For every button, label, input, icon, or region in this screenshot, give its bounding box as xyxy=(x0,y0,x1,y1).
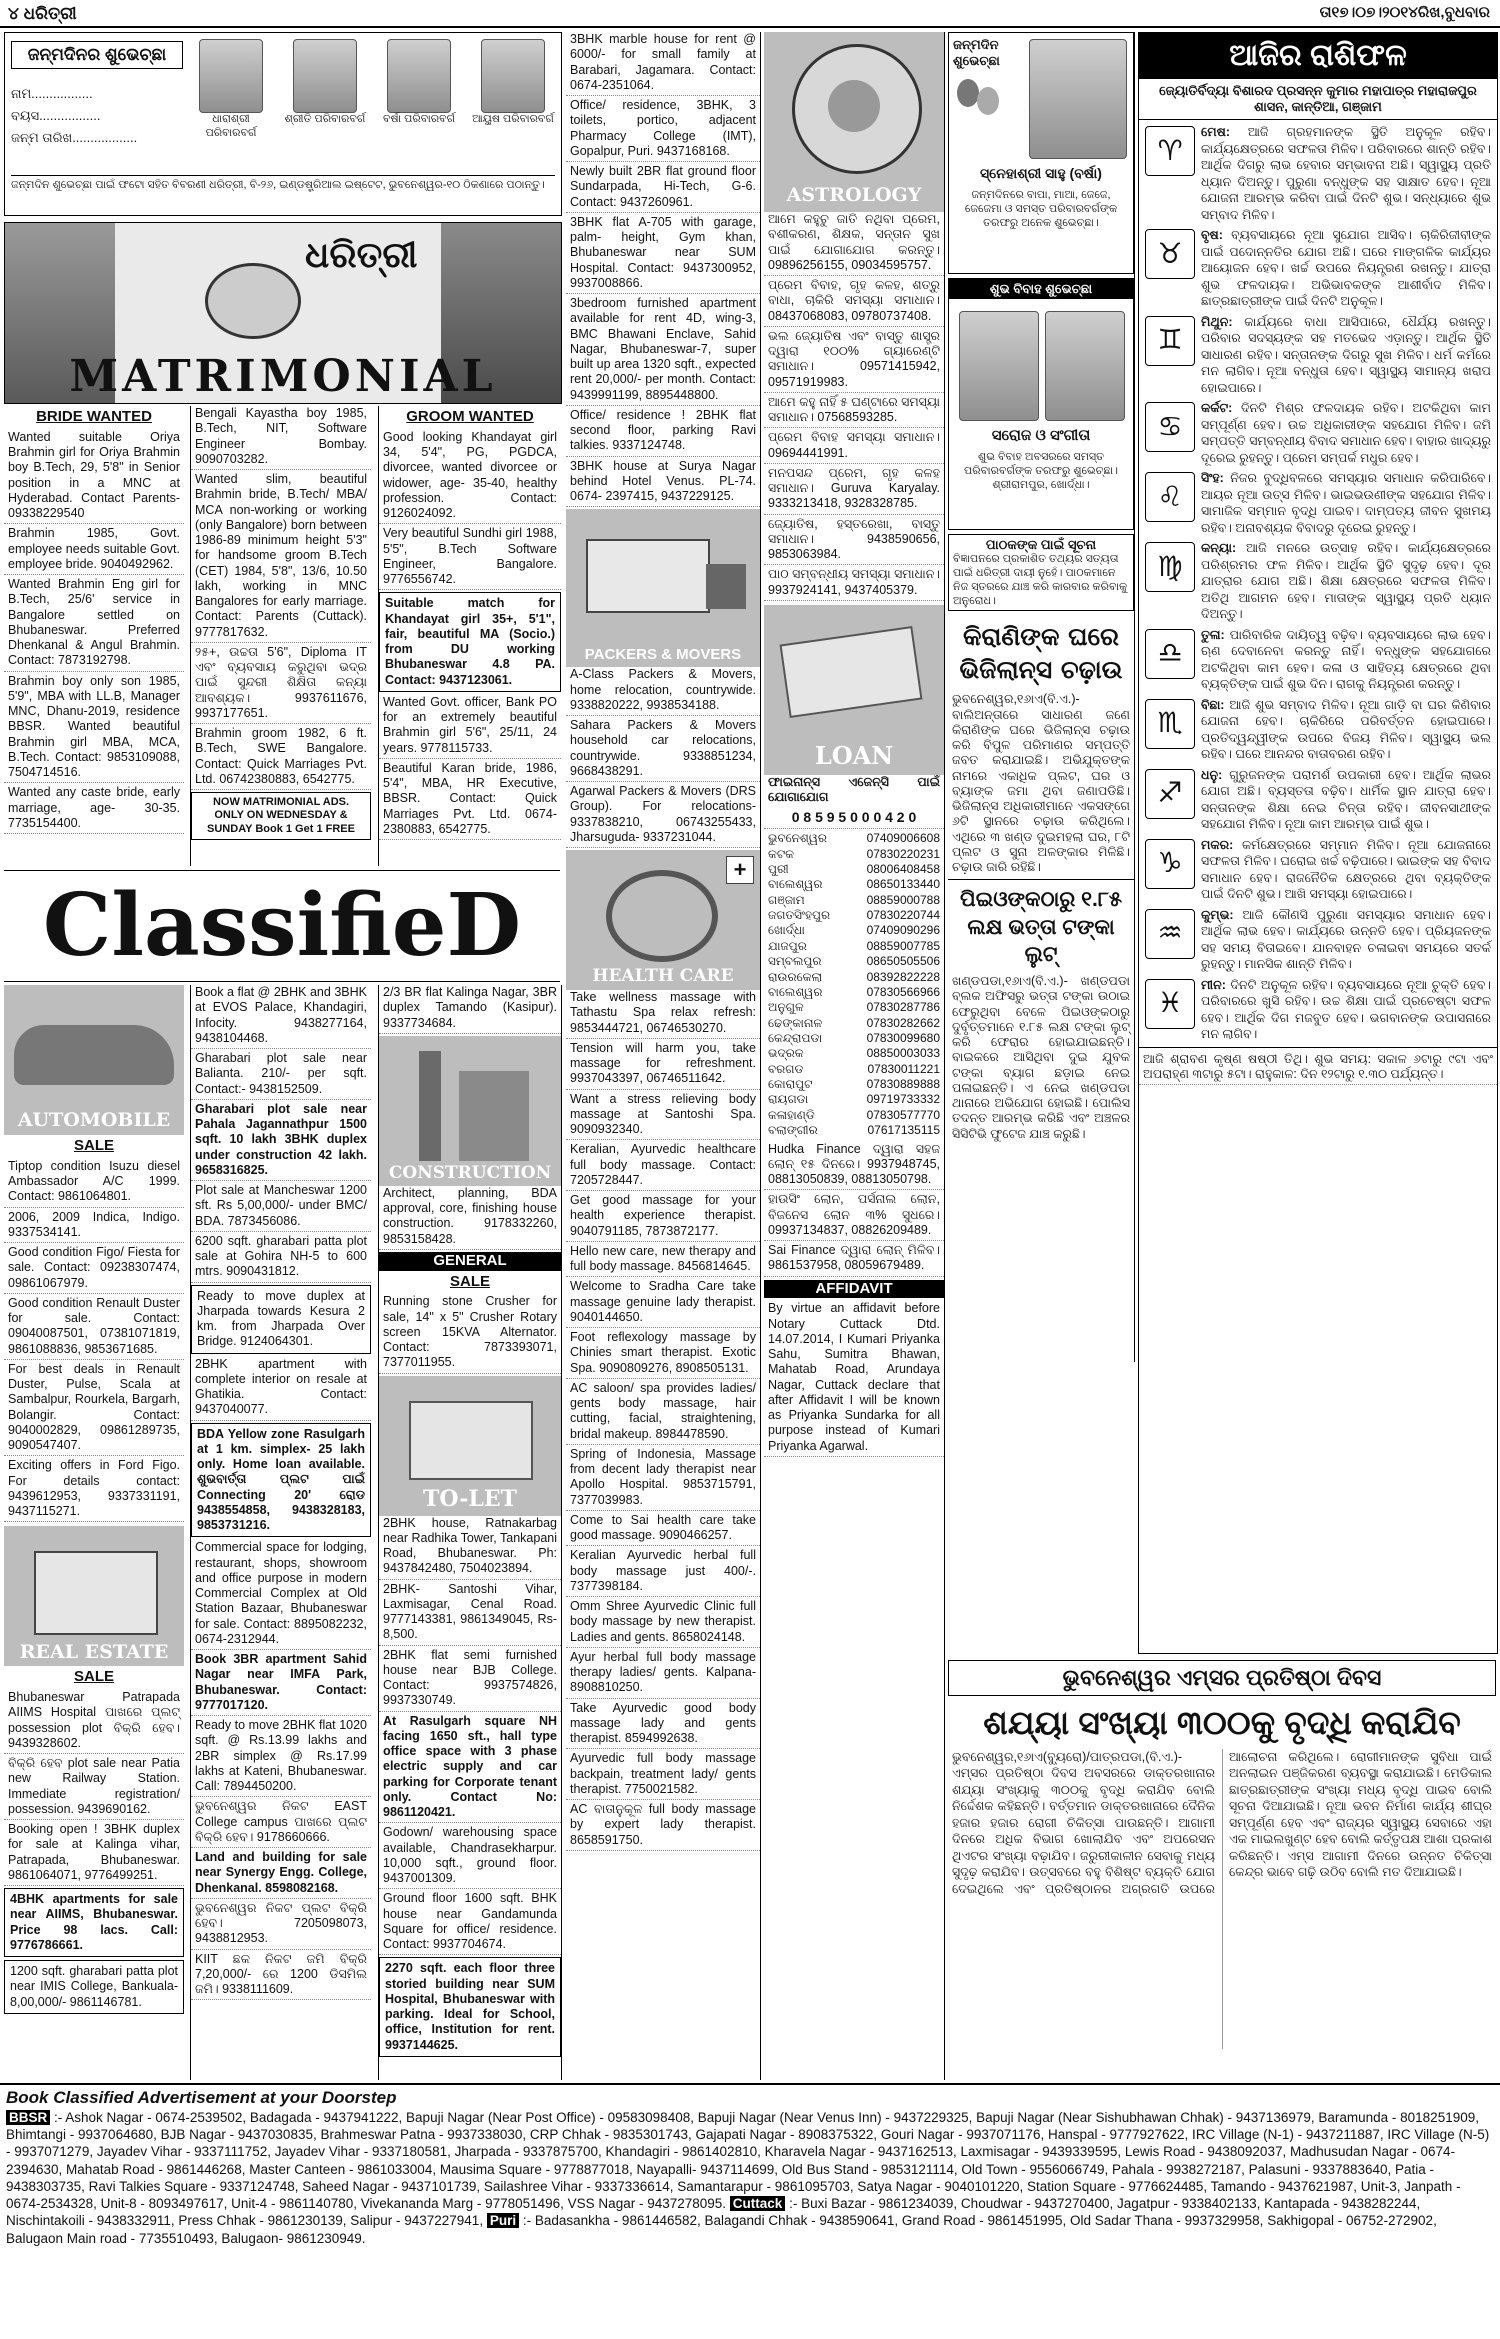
rent-packers-health-column xyxy=(566,32,761,2080)
astrology-label: ASTROLOGY xyxy=(786,184,922,207)
birthday-greeting-name: ସ୍ନେହାଶ୍ରୀ ସାହୁ (ବର୍ଷା) xyxy=(980,165,1102,181)
zodiac-sign-icon: ♏ xyxy=(1145,699,1195,749)
loan-district-name: ଗଞ୍ଜାମ xyxy=(768,892,805,907)
horoscope-entry xyxy=(1139,837,1497,903)
loan-district-phone: 08859000788 xyxy=(866,892,940,907)
loan-district-phone: 07830577770 xyxy=(866,1107,940,1122)
birthday-greeting-title: ଜନ୍ମଦିନ ଶୁଭେଚ୍ଛା xyxy=(953,37,1000,69)
health-care-image: + HEALTH CARE xyxy=(566,850,760,990)
page-header xyxy=(0,0,1500,28)
classified-ad: ଆମେ କହୁ ନାହିଁ ୫ ଘଣ୍ଟାରେ ସମସ୍ୟା ସମାଧାନ। 07568593285. xyxy=(764,395,944,429)
loan-district-phone: 08859007785 xyxy=(866,938,940,953)
horoscope-text: କର୍ମକ୍ଷେତ୍ରରେ ସମ୍ମାନ ମିଳିବ। ନୂଆ ଯୋଜନାରେ ସଫଳତା ମିଳିବ। ଘରୋଇ ଖର୍ଚ୍ଚ ବଢ଼ିପାରେ। ଭାଇଙ୍କ ସହ ବିବାଦ ସମାଧାନ ହେବ। ରାଜନୈତିକ କ୍ଷେତ୍ରରେ ଥିବା ବ୍ୟକ୍ତିଙ୍କ ପାଇଁ ଦିନଟି ଶୁଭ। ଆଖି ସମସ୍ୟା ହୋଇପାରେ। xyxy=(1201,837,1491,901)
classified-ad: KIIT ଛକ ନିକଟ ଜମି ବିକ୍ରି 7,20,000/- ରେ 1200 ଡିସମିଲ ଜମି। 9338111609. xyxy=(191,1952,371,2001)
classified-ad: Take wellness massage with Tathastu Spa relax refresh: 9853444721, 06746530270. xyxy=(566,990,760,1039)
child-photo xyxy=(481,39,545,113)
page-date: ତା୧୭।୦୭।୨୦୧୪ରିଖ,ବୁଧବାର xyxy=(1319,4,1490,21)
zodiac-sign-name: ମକର: xyxy=(1201,837,1234,852)
horoscope-text: କାର୍ଯ୍ୟରେ ବାଧା ଆସିପାରେ, ଧୈର୍ଯ୍ୟ ରଖନ୍ତୁ। ପରିବାର ସଦସ୍ୟଙ୍କ ସହ ମତଭେଦ ଏଡ଼ାନ୍ତୁ। ଆର୍ଥିକ ସ୍ଥିତି ସାଧାରଣ ରହିବ। ସନ୍ତାନଙ୍କ ଦିଗରୁ ସୁଖ ମିଳିବ। ଧର୍ମ କର୍ମରେ ମନ ଲାଗିବ। ନୂଆ ବନ୍ଧୁତା ହେବ। ସ୍ୱାସ୍ଥ୍ୟ ସାମାନ୍ୟ ଖରାପ ହୋଇପାରେ। xyxy=(1201,314,1491,395)
classified-ad: Come to Sai health care take good massage. 9090466257. xyxy=(566,1513,760,1547)
loan-district-name: ଢେଙ୍କାନାଳ xyxy=(768,1015,823,1030)
classified-ad: 2BHK- Santoshi Vihar, Laxmisagar, Cenal Road. 9777143381, 9861349045, Rs-8,500. xyxy=(379,1582,561,1646)
classified-ad: ଭୁବନେଶ୍ୱର ନିକଟ EAST College campus ପାଖରେ ପ୍ଲଟ ବିକ୍ରି ହେବ। 9178660666. xyxy=(191,1799,371,1848)
loan-district-row xyxy=(768,1031,940,1046)
zodiac-sign-name: ସିଂହ: xyxy=(1201,471,1224,485)
wedding-greeting-box xyxy=(948,278,1134,530)
loan-district-row xyxy=(768,1000,940,1015)
horoscope-text: ନିଜର ବୁଦ୍ଧିବଳରେ ସମସ୍ୟାର ସମାଧାନ କରିପାରିବେ। ଆୟର ନୂଆ ଉତ୍ସ ମିଳିବ। ଭାଇଭଉଣୀଙ୍କ ସହଯୋଗ ମିଳିବ। ସାମାଜିକ ସମ୍ମାନ ବୃଦ୍ଧି ପାଇବ। ଦାମ୍ପତ୍ୟ ଜୀବନ ସୁଖମୟ ରହିବ। ଅନାବଶ୍ୟକ ବିବାଦରୁ ଦୂରେଇ ରୁହନ୍ତୁ। xyxy=(1201,471,1491,535)
loan-district-row xyxy=(768,831,940,846)
zodiac-sign-icon: ♊ xyxy=(1145,316,1195,366)
classified-ad: Ready to move 2BHK flat 1020 sqft. @ Rs.13.99 lakhs and 2BR simplex @ Rs.17.99 lakhs at Kateni, Bhubaneswar. Call: 7894450200. xyxy=(191,1718,371,1797)
automobile-image xyxy=(4,985,184,1135)
loan-district-row xyxy=(768,847,940,862)
loan-district-phone: 07830011221 xyxy=(867,1061,940,1076)
loan-district-row xyxy=(768,939,940,954)
loan-district-list xyxy=(764,831,944,1138)
birthday-greeting-text: ଜନ୍ମଦିନରେ ବାପା, ମାଆ, ଜେଜେ, ଜେଜେମା ଓ ସମସ୍ତ ପରିବାରବର୍ଗଙ୍କ ତରଫରୁ ଅନେକ ଶୁଭେଚ୍ଛା। xyxy=(964,189,1118,229)
affidavit-text: By virtue an affidavit before Notary Cuttack Dtd. 14.07.2014, I Kumari Priyanka Sahu, Sumitra Bhawan, Mahatab Road, Arundaya Nagar, Cuttack declare that after Affidavit I will be known as Priyanka Sundarka for all purpose instead of Kumari Priyanka Agarwal. xyxy=(764,1301,944,1457)
classified-ad: Commercial space for lodging, restaurant, shops, showroom and office purpose in modern Commercial Complex at Old Station Bazaar, Bhubaneswar for sale. Contact: 8895082232, 0674-2312944. xyxy=(191,1540,371,1650)
astrology-loan-column xyxy=(764,32,945,2080)
classified-ad: AC ବାତାନୁକୂଳ full body massage by expert lady therapist. 8658591750. xyxy=(566,1802,760,1851)
vigilance-headline: କିରାଣିଙ୍କ ଘରେ ଭିଜିଲାନ୍ସ ଚଢ଼ାଉ xyxy=(959,622,1123,684)
horoscope-entry xyxy=(1139,314,1497,397)
loan-district-row xyxy=(768,1046,940,1061)
construction-image xyxy=(379,1036,561,1186)
classified-ad: ବିକ୍ରି ହେବ plot sale near Patia new Railway Station. Immediate registration/ possession. 9439690162. xyxy=(4,1756,184,1820)
astrology-image xyxy=(764,32,944,212)
zodiac-sign-name: ବିଛା: xyxy=(1201,697,1225,712)
classified-ad: Exciting offers in Ford Figo. For details contact: 9439612953, 9337331191, 9437115271. xyxy=(4,1458,184,1522)
horoscope-title: ଆଜିର ରାଶିଫଳ xyxy=(1139,33,1497,79)
loan-district-row xyxy=(768,923,940,938)
classified-ad: Very beautiful Sundhi girl 1988, 5'5", B.Tech Software Engineer, Bangalore. 9776556742. xyxy=(379,526,561,590)
loan-district-row xyxy=(768,1077,940,1092)
zodiac-sign-name: ବୃଷ: xyxy=(1201,228,1223,242)
loan-district-phone: 08850003033 xyxy=(866,1046,940,1061)
classified-ad: Good condition Renault Duster for sale. Contact: 09040087501, 07381071819, 9861088836, 9853671685. xyxy=(4,1296,184,1360)
zodiac-sign-name: ମିଥୁନ: xyxy=(1201,314,1233,329)
loan-district-name: ଭୁବନେଶ୍ୱର xyxy=(768,831,827,846)
loan-district-row xyxy=(768,908,940,923)
zodiac-sign-icon: ♓ xyxy=(1145,979,1195,1029)
loan-district-name: କୋରାପୁଟ xyxy=(768,1077,813,1092)
reader-notice-box xyxy=(948,534,1134,611)
horoscope-entry xyxy=(1139,227,1497,310)
horoscope-entry xyxy=(1139,400,1497,466)
birthday-title: ଜନ୍ମଦିନର ଶୁଭେଚ୍ଛା xyxy=(11,41,183,69)
classified-ad: Welcome to Sradha Care take massage genuine lady therapist. 9040144650. xyxy=(566,1279,760,1328)
classified-ad: ଭଲ ଜ୍ୟୋତିଷ ଏବଂ ବାସ୍ତୁ ଶାସ୍ତ୍ର ଦ୍ୱାରା ୧୦୦% ଗ୍ୟାରେଣ୍ଟି ସମାଧାନ। 09571415942, 09571919983. xyxy=(764,329,944,393)
loan-district-row xyxy=(768,954,940,969)
wedding-greeting-text: ଶୁଭ ବିବାହ ଅବସରରେ ସମସ୍ତ ପରିବାରବର୍ଗଙ୍କ ତରଫରୁ ଶୁଭେଚ୍ଛା। ଶ୍ରୀରାମପୁର, ଖୋର୍ଦ୍ଧା। xyxy=(964,451,1118,491)
horoscope-section xyxy=(1138,32,1498,1654)
classified-ad: Booking open ! 3BHK duplex for sale at Kalinga vihar, Patrapada, Bhubaneswar. 9861064071, 9776499251. xyxy=(4,1822,184,1886)
classified-ad: ଜ୍ୟୋତିଷ, ହସ୍ତରେଖା, ବାସ୍ତୁ ସମାଧାନ। 9438590656, 9853063984. xyxy=(764,517,944,566)
footer-title: Book Classified Advertisement at your Doorstep xyxy=(6,2088,397,2107)
classified-ad: AC saloon/ spa provides ladies/ gents body massage, hair cutting, facial, straightening, bridal makeup. 8984478590. xyxy=(566,1381,760,1445)
horoscope-text: ଆଜି ଗ୍ରହମାନଙ୍କ ସ୍ଥିତି ଅନୁକୂଳ ରହିବ। କାର୍ଯ୍ୟକ୍ଷେତ୍ରରେ ସଫଳତା ମିଳିବ। ପରିବାରରେ ଶାନ୍ତି ରହିବ। ଆର୍ଥିକ ଦିଗରୁ ଲାଭ ହେବାର ସମ୍ଭାବନା ଅଛି। ସ୍ୱାସ୍ଥ୍ୟ ପ୍ରତି ଧ୍ୟାନ ଦିଅନ୍ତୁ। ପୁରୁଣା ବନ୍ଧୁଙ୍କ ସହ ସାକ୍ଷାତ ହେବ। ନୂଆ ଯୋଜନା ଆରମ୍ଭ କରିବା ପାଇଁ ଦିନଟି ଶୁଭ। ସନ୍ଧ୍ୟାରେ ଶୁଭ ସମ୍ବାଦ ମିଳିବ। xyxy=(1201,125,1491,222)
classified-ad: Office/ residence, 3BHK, 3 toilets, portico, adjacent Pharmacy College (IMT), Gopalpur, Puri. 9437168168. xyxy=(566,98,760,162)
footer-cuttack-list: :- Buxi Bazar - 9861234039, Choudwar - 9437270400, Jagatpur - 9338402133, Kantapada - 9438282244, Nischintakoili - 9438332911, Press Chhak - 9861230139, Salipur - 9437227941, xyxy=(6,2196,1421,2229)
wedding-greeting-title: ଶୁଭ ବିବାହ ଶୁଭେଚ୍ଛା xyxy=(949,279,1133,299)
classified-ad: ୨୫+, ଉଚ୍ଚତା 5'6", Diploma IT ଏବଂ ବ୍ୟବସାୟ କରୁଥିବା ଭଦ୍ର ପାଇଁ ସୁନ୍ଦରୀ ଶିକ୍ଷିତା କନ୍ୟା ଆବଶ୍ୟକ। 9937611676, 9937177651. xyxy=(191,645,371,724)
zodiac-sign-icon: ♐ xyxy=(1145,769,1195,819)
aiims-headline: ଶଯ୍ୟା ସଂଖ୍ୟା ୩୦୦କୁ ବୃଦ୍ଧି କରାଯିବ xyxy=(983,1703,1461,1741)
loan-district-row xyxy=(768,970,940,985)
zodiac-sign-icon: ♈ xyxy=(1145,126,1195,176)
loan-district-name: ଯାଜପୁର xyxy=(768,938,807,953)
zodiac-sign-name: ଧନୁ: xyxy=(1201,767,1223,782)
loan-helpline-number: 0 8 5 9 5 0 0 0 4 2 0 xyxy=(764,809,944,829)
classified-ad: Bengali Kayastha boy 1985, B.Tech, NIT, Software Engineer Bombay. 9090703282. xyxy=(191,406,371,470)
automobile-label: AUTOMOBILE xyxy=(17,1109,171,1132)
groom-wanted-column xyxy=(378,406,561,866)
construction-label: CONSTRUCTION xyxy=(388,1162,552,1183)
child-caption: ଆୟୁଷ ପରିବାରବର୍ଗ xyxy=(472,113,554,125)
footer-city-tag: Cuttack xyxy=(730,2196,786,2211)
birthday-field-age: ବୟସ................. xyxy=(11,108,101,123)
horoscope-entry xyxy=(1139,627,1497,693)
classified-ad: Office/ residence ! 2BHK flat second floor, parking Ravi talkies. 9337124748. xyxy=(566,408,760,457)
loan-district-row xyxy=(768,1016,940,1031)
zodiac-sign-name: କୁମ୍ଭ: xyxy=(1201,907,1234,922)
loan-district-row xyxy=(768,1062,940,1077)
classified-ad: For best deals in Renault Duster, Pulse, Scala at Sambalpur, Rourkela, Bargarh, Bolangir. Contact: 9040002829, 09861289735, 9090547407. xyxy=(4,1362,184,1457)
loan-district-phone: 07830220744 xyxy=(866,908,940,923)
zodiac-sign-icon: ♎ xyxy=(1145,629,1195,679)
reader-notice-title: ପାଠକଙ୍କ ପାଇଁ ସୂଚନା xyxy=(985,537,1097,552)
classified-ad: Ground floor 1600 sqft. BHK house near Gandamunda Square for office/ residence. Contact: 9937704674. xyxy=(379,1891,561,1955)
health-care-label: HEALTH CARE xyxy=(592,965,734,986)
loan-district-name: ବାଲେଶ୍ୱର xyxy=(768,877,823,892)
affidavit-heading: AFFIDAVIT xyxy=(764,1280,944,1299)
loan-district-name: ସମ୍ବଲପୁର xyxy=(768,954,822,969)
tolet-image xyxy=(379,1376,561,1516)
classified-ad: At Rasulgarh square NH facing 1650 sft., hall type office space with 3 phase electric supply and car parking for Corporate tenant only. Contact No: 9861120421. xyxy=(379,1714,561,1824)
loan-district-name: ବାଲେଶ୍ୱର xyxy=(768,984,823,999)
classified-ad: Tiptop condition Isuzu diesel Ambassador A/C 1999. Contact: 9861064801. xyxy=(4,1159,184,1208)
bride-wanted-heading: BRIDE WANTED xyxy=(36,408,152,425)
real-estate-image xyxy=(4,1526,184,1666)
classified-ad: Gharabari plot sale near Pahala Jagannathpur 1500 sqft. 10 lakh 3BHK duplex under construction 42 lakh. 9658316825. xyxy=(191,1102,371,1181)
classified-ad: A-Class Packers & Movers, home relocation, countrywide. 9338820222, 9938534188. xyxy=(566,667,760,716)
footer-bbsr-list: :- Ashok Nagar - 0674-2539502, Badagada - 9437941222, Bapuji Nagar (Near Post Office) - 09583098408, Bapuji Nagar (Near Venus Inn) - 9437229325, Bapuji Nagar (Near Sishubhawan Chhak) - 9437136979, Baramunda - 8018251909, Bhimtangi - 9937064680, BJB Nagar - 9437030835, Brahmeswar Patna - 9937338030, CRP Chhak - 9835301743, Gajapati Nagar - 8908375322, Gouri Nagar - 9937071176, Hanspal - 9777927622, IRC Village (N-1) - 9437211887, IRC Village (N-5) - 9937071279, Jayadev Vihar - 9337111752, Jayadev Vihar - 9337180581, Jharpada - 9337875700, Khandagiri - 9861402810, Kharavela Nagar - 9437162513, Laxmisagar - 9439339595, Lewis Road - 9438092037, Madhusudan Nagar - 0674-2394630, Mahatab Road - 9861446268, Master Canteen - 9861033004, Mausima Square - 9778877018, Nayapalli- 9437114699, Old Bus Stand - 9853121114, Old Town - 9556066749, Pahala - 9938272187, Palasuni - 9337883640, Patia - 9438303735, Ravi Talkies Square - 9337124748, Saheed Nagar - 9437101739, Sailashree Vihar - 9337336614, Samantarapur - 9861095703, Satya Nagar - 9040101220, Station Square - 9776624485, Tamando - 9437621987, Unit-3, Janpath - 0674-2534328, Unit-8 - 8093497617, Unit-4 - 9861140780, Vivekananda Marg - 9778051496, VSS Nagar - 9437278095. xyxy=(6,2109,1490,2212)
classified-ad: Land and building for sale near Synergy Engg. College, Dhenkanal. 8598082168. xyxy=(191,1850,371,1899)
loan-district-name: ଜଗତସିଂହପୁର xyxy=(768,908,831,923)
loan-district-row xyxy=(768,893,940,908)
classified-ad: Hudka Finance ଦ୍ୱାରା ସହଜ ଲୋନ୍ ୧୫ ଦିନରେ। 9937948745, 08813050839, 08813050798. xyxy=(764,1142,944,1191)
classified-ad: 3BHK marble house for rent @ 6000/- for small family at Barabari, Jagamara. Contact: 0674-2351064. xyxy=(566,32,760,96)
classified-ad: ପ୍ରେମ ବିବାହ, ଗୃହ କଳହ, ଶତ୍ରୁ ବାଧା, ଚାକିରି ସମସ୍ୟା ସମାଧାନ। 08437068083, 09780737408. xyxy=(764,278,944,327)
classified-ad: Brahmin groom 1982, 6 ft. B.Tech, SWE Bangalore. Contact: Quick Marriages Pvt. Ltd. 06742380883, 6542775. xyxy=(191,726,371,790)
horoscope-text: ଆଜି ମନରେ ଉତ୍ସାହ ରହିବ। କାର୍ଯ୍ୟକ୍ଷେତ୍ରରେ ପରିଶ୍ରମର ଫଳ ମିଳିବ। ଆର୍ଥିକ ସ୍ଥିତି ସୁଦୃଢ଼ ହେବ। ଦୂର ଯାତ୍ରାର ଯୋଗ ଅଛି। ଶିକ୍ଷା କ୍ଷେତ୍ରରେ ସଫଳତା ମିଳିବ। ଅତିଥି ଆଗମନ ହେବ। ମାତାଙ୍କ ସ୍ୱାସ୍ଥ୍ୟ ପ୍ରତି ଧ୍ୟାନ ଦିଅନ୍ତୁ। xyxy=(1201,541,1491,621)
horoscope-text: ଆଜି ଶୁଭ ସମ୍ବାଦ ମିଳିବ। ନୂଆ ଗାଡ଼ି ବା ଘର କିଣିବାର ଯୋଜନା ହେବ। ଚାକିରିରେ ପରିବର୍ତ୍ତନ ହୋଇପାରେ। ପ୍ରତିଦ୍ୱନ୍ଦ୍ୱୀଙ୍କ ଉପରେ ବିଜୟ ମିଳିବ। ସ୍ୱାସ୍ଥ୍ୟ ଭଲ ରହିବ। ଘରେ ଆନନ୍ଦର ବାତାବରଣ ରହିବ। xyxy=(1201,697,1491,761)
classified-ad: 3BHK flat A-705 with garage, palm- height, Gym khan, Bhubaneswar near SUM Hospital. Contact: 9437300952, 9937008866. xyxy=(566,215,760,294)
loan-district-name: ପୁରୀ xyxy=(768,862,789,877)
automobile-realestate-column xyxy=(4,985,184,2080)
zodiac-sign-icon: ♉ xyxy=(1145,229,1195,279)
classified-ad: Godown/ warehousing space available, Chandrasekharpur. 10,000 sqft., ground floor. 9437001309. xyxy=(379,1825,561,1889)
horoscope-entry xyxy=(1139,767,1497,833)
horoscope-entry xyxy=(1139,124,1497,223)
page-number-masthead: ୪ ଧରିତ୍ରୀ xyxy=(8,4,77,23)
classified-ad-boxed: Ready to move duplex at Jharpada towards Kesura 2 km. from Jharpada Over Bridge. 9124064301. xyxy=(191,1285,371,1354)
child-photo xyxy=(199,39,263,113)
horoscope-byline: ଜ୍ୟୋତିର୍ବିଦ୍ୟା ବିଶାରଦ ପ୍ରସନ୍ନ କୁମାର ମହାପାତ୍ର ମହାରାଜପୁର ଶାସନ, କାନ୍ତିଆ, ଗଞ୍ଜାମ xyxy=(1139,79,1497,121)
horoscope-text: ଆଜି କୌଣସି ପୁରୁଣା ସମସ୍ୟାର ସମାଧାନ ହେବ। ଆର୍ଥିକ ଲାଭ ହେବ। କାର୍ଯ୍ୟରେ ଉନ୍ନତି ହେବ। ପ୍ରିୟଜନଙ୍କ ସହ ସମୟ ବିତାଇବେ। ଯାନବାହନ ଚଳାଇବା ସମୟରେ ସତର୍କ ରୁହନ୍ତୁ। ମାନସିକ ଶାନ୍ତି ମିଳିବ। xyxy=(1201,907,1491,971)
classified-ad: Sahara Packers & Movers household car relocations, countrywide. 9338851234, 9668438291. xyxy=(566,718,760,782)
vigilance-article: ଭୁବନେଶ୍ୱର,୧୬ାଏ(ବି.ଏ.)- ବାଲିଅନ୍ତାରେ ସାଧାରଣ ଜଣେ କିରାଣିଙ୍କ ଘରେ ଭିଜିଲାନ୍ସ ଚଢ଼ାଉ କରି ବିପୁଳ ପରିମାଣର ସମ୍ପତ୍ତି ଜବତ କରାଯାଇଛି। ଅଭିଯୁକ୍ତଙ୍କ ନାମରେ ଏକାଧିକ ପ୍ଲଟ, ଘର ଓ ବ୍ୟାଙ୍କ ଜମା ଥିବା ଜଣାପଡିଛି। ଭିଜିଲାନ୍ସ ଅଧିକାରୀମାନେ ଏକସଙ୍ଗେ ୬ଟି ସ୍ଥାନରେ ଚଢ଼ାଉ କରିଥିଲେ। ଏଥିରେ ୩ ଖଣ୍ଡ ଦୁଇମହଲା ଘର, ୮ଟି ପ୍ଲଟ ଓ ସୁନା ଅଳଙ୍କାର ମିଳିଛି। ଚଢ଼ାଉ ଜାରି ରହିଛି। xyxy=(952,692,1130,874)
classified-ad: 3bedroom furnished apartment available for rent 4D, wing-3, BMC Bhawani Enclave, Sahid Nagar, Bhubaneswar-7, super built up area 1320 sqft., expected rent 20,000/- per month. Contact: 9439991199, 8895448800. xyxy=(566,296,760,406)
zodiac-sign-name: କନ୍ୟା: xyxy=(1201,541,1237,555)
greetings-news-column xyxy=(948,32,1135,1362)
classified-ad: Book a flat @ 2BHK and 3BHK at EVOS Palace, Khandagiri, Infocity. 9438277164, 9438104468. xyxy=(191,985,371,1049)
footer-puri-list: :- Badasankha - 9861446582, Balagandi Chhak - 9438590641, Grand Road - 9861451995, Old Sadar Thana - 9937329958, Sakhigopal - 06752-272902, Balugaon Main road - 7735510493, Balugaon- 9861230949. xyxy=(6,2213,1437,2246)
tolet-label: TO-LET xyxy=(422,1486,518,1512)
real-estate-sale-heading: SALE xyxy=(73,1668,114,1686)
classified-ad: Architect, planning, BDA approval, core, finishing house construction. 9178332260, 9853158428. xyxy=(379,1186,561,1250)
birthday-box xyxy=(4,32,562,216)
loan-district-name: କଟକ xyxy=(768,846,795,861)
loan-district-phone: 07617135115 xyxy=(867,1123,940,1138)
horoscope-text: ଦିନଟି ଅନୁକୂଳ ରହିବ। ବ୍ୟବସାୟରେ ନୂଆ ଚୁକ୍ତି ହେବ। ପରିବାରରେ ଖୁସି ରହିବ। ଉଚ୍ଚ ଶିକ୍ଷା ପାଇଁ ପ୍ରଚେଷ୍ଟା ସଫଳ ହେବ। ଆର୍ଥିକ ଦିଗ ମଜବୁତ ହେବ। ଭଗବାନଙ୍କ ଉପାସନାରେ ମନ ଲାଗିବ। xyxy=(1201,977,1491,1041)
zodiac-sign-name: ମେଷ: xyxy=(1201,125,1231,139)
child-caption: ଶ୍ରୀତି ପରିବାରବର୍ଗ xyxy=(284,113,366,125)
loan-district-phone: 07409090296 xyxy=(866,923,940,938)
horoscope-entry xyxy=(1139,697,1497,763)
zodiac-sign-icon: ♑ xyxy=(1145,839,1195,889)
horoscope-entry xyxy=(1139,907,1497,973)
classified-ad: Wanted Govt. officer, Bank PO for an extremely beautiful Brahmin girl 5'6", 25/11, 24 years. 9778115733. xyxy=(379,695,561,759)
zodiac-sign-name: ତୁଳା: xyxy=(1201,627,1225,642)
bride-wanted-column-2 xyxy=(190,406,371,866)
groom-photo xyxy=(959,311,1039,421)
classified-ad: Keralian Ayurvedic herbal full body massage just 400/-. 7377398184. xyxy=(566,1548,760,1597)
balloons-icon xyxy=(957,79,1007,149)
classified-ad-boxed: 1200 sqft. gharabari patta plot near IMIS College, Bankuala- 8,00,000/- 9861146781. xyxy=(4,1960,184,2014)
classified-ad: Omm Shree Ayurvedic Clinic full body massage by new therapist. Ladies and gents. 8658024148. xyxy=(566,1599,760,1648)
loan-image xyxy=(764,605,944,775)
loan-district-row xyxy=(768,1108,940,1123)
aiims-article xyxy=(948,1660,1496,2080)
classified-ad: Wanted any caste bride, early marriage, age- 30-35. 7735154400. xyxy=(4,785,184,834)
loan-district-name: ଭଦ୍ରକ xyxy=(768,1046,804,1061)
loan-district-phone: 07830287786 xyxy=(866,1000,940,1015)
classified-ad-boxed: 2270 sqft. each floor three storied building near SUM Hospital, Bhubaneswar with parking. Ideal for School, office, Institution for rent. 9937144625. xyxy=(379,1957,561,2057)
loan-district-phone: 08006408458 xyxy=(866,862,940,877)
zodiac-sign-icon: ♋ xyxy=(1145,402,1195,452)
classified-ad: Sai Finance ଦ୍ୱାରା ଲୋନ୍ ମିଳିବ। 9861537958, 08059679489. xyxy=(764,1243,944,1277)
bride-photo xyxy=(1045,311,1125,421)
classified-ad: Good condition Figo/ Fiesta for sale. Contact: 09238307474, 09861067979. xyxy=(4,1245,184,1294)
classified-booking-footer xyxy=(0,2083,1500,2328)
horoscope-text: ଗୁରୁଜନଙ୍କ ପରାମର୍ଶ ଉପକାରୀ ହେବ। ଆର୍ଥିକ ଲାଭର ଯୋଗ ଅଛି। ବ୍ୟସ୍ତତା ବଢ଼ିବ। ଧାର୍ମିକ ସ୍ଥାନ ଯାତ୍ରା ହେବ। ସନ୍ତାନଙ୍କ ଶିକ୍ଷା ନେଇ ଚିନ୍ତା ରହିବ। ଜୀବନସାଥୀଙ୍କ ସହଯୋଗ ମିଳିବ। ନୂଆ କାମ ଆରମ୍ଭ ପାଇଁ ଶୁଭ। xyxy=(1201,767,1491,831)
general-heading: GENERAL xyxy=(379,1252,561,1271)
classified-ad: Newly built 2BR flat ground floor Sundarpada, Hi-Tech, G-6. Contact: 9437260961. xyxy=(566,164,760,213)
zodiac-sign-name: ମୀନ: xyxy=(1201,977,1226,992)
classified-ad: 2/3 BR flat Kalinga Nagar, 3BR duplex Tamando (Kasipur). 9337734684. xyxy=(379,985,561,1034)
loot-article: ଖଣ୍ଡପଡା,୧୬ାଏ(ବି.ଏ.)- ଖଣ୍ଡପଡା ବ୍ଲକ ଅଫିସରୁ ଭତ୍ତା ଟଙ୍କା ଉଠାଇ ଫେରୁଥିବା ବେଳେ ପିଇଓଙ୍କଠାରୁ ଦୁର୍ବୃତ୍ତମାନେ ୧.୮୫ ଲକ୍ଷ ଟଙ୍କା ଲୁଟ୍ କରି ଫେରାର ହୋଇଯାଇଛନ୍ତି। ବାଇକରେ ଆସିଥିବା ଦୁଇ ଯୁବକ ଟଙ୍କା ବ୍ୟାଗ ଛଡ଼ାଇ ନେଇ ପଳାଇଛନ୍ତି। ଏ ନେଇ ଖଣ୍ଡପଡା ଥାନାରେ ଅଭିଯୋଗ ହୋଇଛି। ପୋଲିସ ତଦନ୍ତ ଆରମ୍ଭ କରିଛି ଏବଂ ଅଞ୍ଚଳର ସିସିଟିଭି ଫୁଟେଜ ଯାଞ୍ଚ କରୁଛି। xyxy=(952,974,1130,1141)
packers-movers-label: PACKERS & MOVERS xyxy=(584,645,742,663)
loan-district-phone: 07830889888 xyxy=(866,1077,940,1092)
classified-ad: Agarwal Packers & Movers (DRS Group). For relocations- 9337838210, 06743255433, Jharsuguda- 9337231044. xyxy=(566,784,760,848)
loan-district-name: ବରଗଡ xyxy=(768,1061,804,1076)
loan-district-name: ଖୋର୍ଦ୍ଧା xyxy=(768,923,805,938)
child-caption: ଧାରାଶ୍ରୀ ପରିବାରବର୍ଗ xyxy=(205,113,257,139)
automobile-sale-heading: SALE xyxy=(73,1137,114,1154)
zodiac-sign-icon: ♍ xyxy=(1145,542,1195,592)
loan-district-phone: 08392822228 xyxy=(866,969,940,984)
classified-ad: Wanted Brahmin Eng girl for B.Tech, 25/6' service in Bangalore settled on Bhubaneswar. Preferred Dhenkanal & Angul Brahmin. Contact: 7873192798. xyxy=(4,577,184,672)
classified-ad: Wanted suitable Oriya Brahmin girl for Oriya Brahmin boy B.Tech, 29, 5'8" in Senior position in a MNC at Hyderabad. Contact Parents-09338229540 xyxy=(4,430,184,525)
classified-ad: Bhubaneswar Patrapada AIIMS Hospital ପାଖରେ ପ୍ଲଟ୍ possession plot ବିକ୍ରି ହେବ। 9439328602. xyxy=(4,1690,184,1754)
horoscope-entry xyxy=(1139,470,1497,536)
classified-ad: Brahmin boy only son 1985, 5'9", MBA with LL.B, Manager MNC, Dhanu-2019, residence BBSR. Wanted beautiful Brahmin girl MBA, MCA, B.Tech. Contact: 9853109088, 7504714516. xyxy=(4,674,184,784)
horoscope-text: ପାରିବାରିକ ଦାୟିତ୍ୱ ବଢ଼ିବ। ବ୍ୟବସାୟରେ ଲାଭ ହେବ। ଋଣ ଦେବାନେବା କରନ୍ତୁ ନାହିଁ। ବନ୍ଧୁଙ୍କ ସହଯୋଗରେ ଅଟକିଥିବା କାମ ହେବ। କଳା ଓ ସାହିତ୍ୟ କ୍ଷେତ୍ରରେ ଥିବା ବ୍ୟକ୍ତିଙ୍କ ପାଇଁ ଶୁଭ ଦିନ। ରାଗକୁ ନିୟନ୍ତ୍ରଣ କରନ୍ତୁ। xyxy=(1201,627,1491,691)
birthday-note: ଜନ୍ମଦିନ ଶୁଭେଚ୍ଛା ପାଇଁ ଫଟୋ ସହିତ ବିବରଣୀ ଧରିତ୍ରୀ, ବି-୨୬, ଇଣ୍ଡଷ୍ଟ୍ରିଆଲ ଇଷ୍ଟେଟ, ଭୁବନେଶ୍ୱର-୧୦ ଠିକଣାରେ ପଠାନ୍ତୁ। xyxy=(11,175,555,193)
aiims-article-body: ଭୁବନେଶ୍ୱର,୧୬ାଏ(ବ୍ୟୁରୋ)/ପାତ୍ରପଡା,(ବି.ଏ.)- ଏମ୍ସର ପ୍ରତିଷ୍ଠା ଦିବସ ଅବସରରେ ଡାକ୍ତରଖାନାର ଶଯ୍ୟା ସଂଖ୍ୟାକୁ ୩୦୦କୁ ବୃଦ୍ଧି କରାଯିବ ବୋଲି ନିର୍ଦ୍ଦେଶକ କହିଛନ୍ତି। ବର୍ତ୍ତମାନ ଡାକ୍ତରଖାନାରେ ଦୈନିକ ହଜାର ହଜାର ରୋଗୀ ଚିକିତ୍ସା ପାଉଛନ୍ତି। ଆଗାମୀ ଦିନରେ ଅଧିକ ବିଭାଗ ଖୋଲାଯିବ ଏବଂ ଅପରେସନ ଥିଏଟର ସଂଖ୍ୟା ବଢ଼ାଯିବ। ଜରୁରୀକାଳୀନ ସେବାକୁ ମଧ୍ୟ ସୁଦୃଢ଼ କରାଯିବ। ଉତ୍ସବରେ ବହୁ ବିଶିଷ୍ଟ ବ୍ୟକ୍ତି ଯୋଗ ଦେଇଥିଲେ ଏବଂ ପ୍ରତିଷ୍ଠାନର ଅଗ୍ରଗତି ଉପରେ ଆଲୋଚନା କରିଥିଲେ। ରୋଗୀମାନଙ୍କ ସୁବିଧା ପାଇଁ ଅନଲାଇନ ପଞ୍ଜିକରଣ ବ୍ୟବସ୍ଥା କରାଯାଇଛି। ମେଡିକାଲ ଛାତ୍ରଛାତ୍ରୀଙ୍କ ସଂଖ୍ୟା ମଧ୍ୟ ବୃଦ୍ଧି ପାଇବ ବୋଲି ସୂଚନା ଦିଆଯାଇଛି। ନୂଆ ଭବନ ନିର୍ମାଣ କାର୍ଯ୍ୟ ଶୀଘ୍ର ସମ୍ପୂର୍ଣ୍ଣ ହେବ ଏବଂ ରାଜ୍ୟର ସ୍ୱାସ୍ଥ୍ୟ ସେବାରେ ଏହା ଏକ ମାଇଲଖୁଣ୍ଟ ହେବ ବୋଲି କର୍ତ୍ତୃପକ୍ଷ ଆଶା ପ୍ରକାଶ କରିଛନ୍ତି। ଏମ୍ସ ଆଗାମୀ ଦିନରେ ଉନ୍ନତ ଚିକିତ୍ସା କେନ୍ଦ୍ର ଭାବେ ଗଢ଼ି ଉଠିବ ବୋଲି ମତ ଦିଆଯାଇଛି। xyxy=(952,1749,1492,1896)
loan-district-row xyxy=(768,985,940,1000)
classified-ad: 2006, 2009 Indica, Indigo. 9337534141. xyxy=(4,1210,184,1244)
horoscope-text: ବ୍ୟବସାୟରେ ନୂଆ ସୁଯୋଗ ଆସିବ। ଚାକିରିଜୀବୀଙ୍କ ପାଇଁ ପଦୋନ୍ନତିର ଯୋଗ ଅଛି। ଘରେ ମାଙ୍ଗଳିକ କାର୍ଯ୍ୟର ଆୟୋଜନ ହେବ। ଖର୍ଚ୍ଚ ଉପରେ ନିୟନ୍ତ୍ରଣ ରଖନ୍ତୁ। ଯାତ୍ରା ଶୁଭ ଫଳଦାୟକ। ଅଭିଭାବକଙ୍କ ଆଶୀର୍ବାଦ ମିଳିବ। ଛାତ୍ରଛାତ୍ରୀଙ୍କ ପାଇଁ ଦିନଟି ଅନୁକୂଳ। xyxy=(1201,228,1491,308)
bride-wanted-column xyxy=(4,406,184,866)
child-photo xyxy=(1029,39,1127,159)
classified-ad: Wanted slim, beautiful Brahmin bride, B.Tech/ MBA/ MCA non-working or working (only Bangalore) born between 1986-89 minimum height 5'3" for handsome groom B.Tech (CET) 1984, 5'8", 13/6, 10.50 lakh, working in MNC Bangalores for early marriage. Contact: Parents (Cuttack). 9777817632. xyxy=(191,472,371,643)
birthday-field-date: ଜନ୍ମ ତାରିଖ.................. xyxy=(11,130,138,145)
loan-district-name: ବଲାଙ୍ଗୀର xyxy=(768,1123,818,1138)
loan-district-row xyxy=(768,862,940,877)
classified-ad: Keralian, Ayurvedic healthcare full body massage. Contact: 7205728447. xyxy=(566,1142,760,1191)
classified-ad: Book 3BR apartment Sahid Nagar near IMFA Park, Bhubaneswar. Contact: 9777017120. xyxy=(191,1652,371,1716)
horoscope-text: ଦିନଟି ମିଶ୍ର ଫଳଦାୟକ ରହିବ। ଅଟକିଥିବା କାମ ସମ୍ପୂର୍ଣ୍ଣ ହେବ। ଉଚ୍ଚ ଅଧିକାରୀଙ୍କ ସହଯୋଗ ମିଳିବ। ଜମି ସମ୍ପତ୍ତି ସମ୍ବନ୍ଧୀୟ ବିବାଦ ସମାଧାନ ହେବ। ବାହାର ଖାଦ୍ୟରୁ ଦୂରେଇ ରୁହନ୍ତୁ। ପ୍ରେମ ସମ୍ପର୍କ ମଧୁର ହେବ। xyxy=(1201,401,1491,465)
birthday-field-name: ନାମ................. xyxy=(11,86,93,101)
loan-district-phone: 08650505506 xyxy=(866,954,940,969)
aiims-subheading: ଭୁବନେଶ୍ୱର ଏମ୍ସର ପ୍ରତିଷ୍ଠା ଦିବସ xyxy=(948,1660,1496,1696)
classified-ad: ମନପସନ୍ଦ ପ୍ରେମ, ଗୃହ କଳହ ସମାଧାନ। Guruva Karyalay. 9333213418, 9328328785. xyxy=(764,466,944,515)
drum-icon xyxy=(205,263,301,339)
classified-ad: Gharabari plot sale near Balianta. 210/- per sqft. Contact:- 9438152509. xyxy=(191,1051,371,1100)
loan-district-phone: 07830099680 xyxy=(866,1031,940,1045)
reader-notice-text: ବିଜ୍ଞାପନରେ ପ୍ରକାଶିତ ତଥ୍ୟର ସତ୍ୟତା ପାଇଁ ଧରିତ୍ରୀ ଦାୟୀ ନୁହେଁ। ପାଠକମାନେ ନିଜ ସ୍ତରରେ ଯାଞ୍ଚ କରି କାରବାର କରିବାକୁ ଅନୁରୋଧ। xyxy=(953,553,1128,607)
classified-ad-boxed: BDA Yellow zone Rasulgarh at 1 km. simplex- 25 lakh only. Home loan available. ଶୁଭବାର୍ତ୍ତା ପ୍ଲଟ ପାଇଁ Connecting 20' ରୋଡ 9438554858, 9438328183, 9853731216. xyxy=(191,1423,371,1538)
horoscope-list xyxy=(1139,124,1497,1043)
loan-district-name: ଅନୁଗୁଳ xyxy=(768,1000,804,1015)
matrimonial-title: MATRIMONIAL xyxy=(69,350,497,402)
classified-ad: Ayur herbal full body massage therapy ladies/ gents. Kalpana- 8908810250. xyxy=(566,1650,760,1699)
classified-ad: Want a stress relieving body massage at Santoshi Spa. 9090932340. xyxy=(566,1092,760,1141)
loan-district-row xyxy=(768,1092,940,1107)
loan-district-row xyxy=(768,1123,940,1138)
footer-city-tag: BBSR xyxy=(6,2110,50,2125)
loan-agency-heading: ଫାଇନାନ୍ସ ଏଜେନ୍ସି ପାଇଁ ଯୋଗାଯୋଗ xyxy=(768,774,940,804)
dharitri-logo: ଧରିତ୍ରୀ xyxy=(305,234,418,276)
classified-ad: ପ୍ରେମ ବିବାହ ସମସ୍ୟା ସମାଧାନ। 09694441991. xyxy=(764,430,944,464)
zodiac-sign-icon: ♌ xyxy=(1145,472,1195,522)
classified-ad: 2BHK flat semi furnished house near BJB College. Contact: 9937574826, 9937330749. xyxy=(379,1648,561,1712)
classified-banner: ClassifieD xyxy=(4,870,560,982)
general-sale-heading: SALE xyxy=(449,1272,490,1290)
classified-ad-boxed: Suitable match for Khandayat girl 35+, 5'1", fair, beautiful MA (Socio.) from DU working Bhubaneswar 4.8 PA. Contact: 9437123061. xyxy=(379,592,561,692)
classified-ad: Take Ayurvedic good body massage lady and gents therapist. 8594992638. xyxy=(566,1701,760,1750)
child-caption: ବର୍ଷା ପରିବାରବର୍ଗ xyxy=(382,113,456,125)
classified-ad: Get good massage for your health experience therapist. 9040791185, 7873872177. xyxy=(566,1193,760,1242)
classified-ad: Good looking Khandayat girl 34, 5'4", PG, PGDCA, divorcee, wanted divorcee or widower, age- 35-40, healthy profession. Contact: 9126024092. xyxy=(379,430,561,525)
loan-district-phone: 07830282662 xyxy=(866,1015,940,1030)
footer-city-tag: Puri xyxy=(487,2213,519,2228)
classified-ad: Ayurvedic full body massage backpain, treatment lady/ gents therapist. 7750021582. xyxy=(566,1751,760,1800)
zodiac-sign-icon: ♒ xyxy=(1145,909,1195,959)
birthday-greeting-box xyxy=(948,32,1134,274)
classified-ad: ପାଠ ସମ୍ବନ୍ଧୀୟ ସମସ୍ୟା ସମାଧାନ। 9937924141, 9437405379. xyxy=(764,567,944,601)
real-estate-label: REAL ESTATE xyxy=(19,1640,169,1663)
loan-district-phone: 07830566966 xyxy=(866,984,940,999)
packers-movers-image xyxy=(566,509,760,667)
loan-district-name: କେନ୍ଦ୍ରାପଡା xyxy=(768,1031,823,1045)
loan-district-name: କଳାହାଣ୍ଡି xyxy=(768,1107,815,1122)
loan-district-name: ରାଉରକେଲା xyxy=(768,969,823,984)
horoscope-entry xyxy=(1139,540,1497,623)
almanac-note: ଆଜି ଶ୍ରାବଣ କୃଷ୍ଣ ଷଷ୍ଠୀ ତିଥି। ଶୁଭ ସମୟ: ସକାଳ ୬ଟାରୁ ୯ଟା ଏବଂ ଅପରାହ୍ଣ ୩ଟାରୁ ୫ଟା। ରାହୁକାଳ: ଦିନ ୧୨ଟାରୁ ୧.୩୦ ପର୍ଯ୍ୟନ୍ତ। xyxy=(1139,1047,1497,1086)
classified-ad: Hello new care, new therapy and full body massage. 8456814645. xyxy=(566,1244,760,1278)
loan-label: LOAN xyxy=(814,740,894,770)
groom-wanted-heading: GROOM WANTED xyxy=(406,408,534,425)
loan-district-name: ରାୟଗଡା xyxy=(768,1092,809,1107)
zodiac-sign-name: କର୍କଟ: xyxy=(1201,401,1233,415)
classified-ad: Foot reflexology massage by Chinies smart therapist. Exotic Spa. 9090809276, 8908505131. xyxy=(566,1330,760,1379)
loan-district-phone: 07409006608 xyxy=(866,831,940,846)
loan-district-row xyxy=(768,877,940,892)
classified-ad: ଆମେ କହୁଚୁ ଜାତି ନଥିବା ପ୍ରେମ, ବଶୀକରଣ, ଶିକ୍ଷକ, ସନ୍ତାନ ସୁଖ ପାଇଁ ଯୋଗାଯୋଗ କରନ୍ତୁ। 09896256155, 09034595757. xyxy=(764,212,944,276)
construction-tolet-column xyxy=(378,985,562,2080)
classified-ad: Spring of Indonesia, Massage from decent lady therapist near Apollo Hospital. 9853715791, 7377039983. xyxy=(566,1447,760,1511)
horoscope-entry xyxy=(1139,977,1497,1043)
classified-ad: ହାଉସିଂ ଲୋନ, ପର୍ସନାଲ ଲୋନ, ବିଜନେସ ଲୋନ ୩% ସୁଧରେ। 09937134837, 08826209489. xyxy=(764,1192,944,1241)
classified-ad: ଭୁବନେଶ୍ୱର ନିକଟ ପ୍ଲଟ ବିକ୍ରି ହେବ। 7205098073, 9438812953. xyxy=(191,1901,371,1950)
classified-ad: Running stone Crusher for sale, 14" x 5" Crusher Rotary screen 15KVA Alternator. Contact: 7873393071, 7377011955. xyxy=(379,1294,561,1373)
child-photo xyxy=(293,39,357,113)
classified-ad: 2BHK house, Ratnakarbag near Radhika Tower, Tankapani Road, Bhubaneswar. Ph: 9437842480, 7504023894. xyxy=(379,1516,561,1580)
classified-ad: Plot sale at Mancheswar 1200 sft. Rs 5,00,000/- under BMC/ BDA. 7873456086. xyxy=(191,1183,371,1232)
wedding-greeting-name: ସରୋଜ ଓ ସଂଗୀତା xyxy=(991,427,1091,444)
classified-ad: 3BHK house at Surya Nagar behind Hotel Venus. PL-74. 0674- 2397415, 9437229125. xyxy=(566,459,760,508)
classified-ad: Tension will harm you, take massage for refreshment. 9937043397, 06746511642. xyxy=(566,1041,760,1090)
loan-district-phone: 08650133440 xyxy=(866,877,940,892)
classified-ad: Beautiful Karan bride, 1986, 5'4", MBA, HR Executive, BBSR. Contact: Quick Marriages Pvt. Ltd. 0674-2380883, 6542775. xyxy=(379,761,561,840)
loan-district-phone: 09719733332 xyxy=(866,1092,940,1107)
classified-ad: 2BHK apartment with complete interior on resale at Ghatikia. Contact: 9437040077. xyxy=(191,1357,371,1421)
classified-ad-boxed: 4BHK apartments for sale near AIIMS, Bhubaneswar. Price 98 lacs. Call: 9776786661. xyxy=(4,1888,184,1957)
loan-district-phone: 07830220231 xyxy=(866,846,940,861)
property-sale-column xyxy=(190,985,371,2080)
classified-ad: 6200 sqft. gharabari patta plot sale at Gohira NH-5 to 600 mtrs. 9090431812. xyxy=(191,1234,371,1283)
matrimonial-offer-note: NOW MATRIMONIAL ADS. ONLY ON WEDNESDAY & SUNDAY Book 1 Get 1 FREE xyxy=(191,792,371,840)
matrimonial-banner xyxy=(4,222,562,404)
child-photo xyxy=(387,39,451,113)
loot-headline: ପିଇଓଙ୍କଠାରୁ ୧.୮୫ ଲକ୍ଷ ଭତ୍ତା ଟଙ୍କା ଲୁଟ୍ xyxy=(948,879,1134,974)
classified-ad: Brahmin 1985, Govt. employee needs suitable Govt. employee bride. 9040492962. xyxy=(4,526,184,575)
